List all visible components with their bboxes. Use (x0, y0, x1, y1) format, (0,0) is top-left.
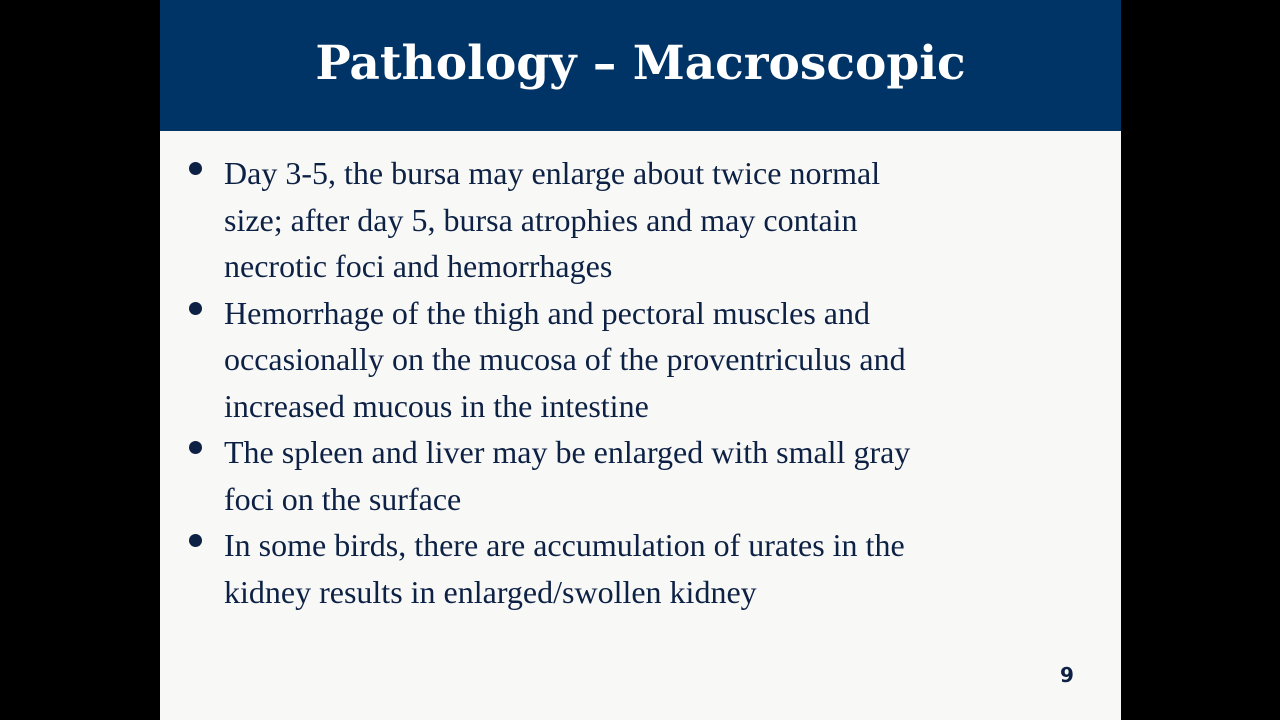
bullet-item (160, 290, 1064, 430)
slide-page-number: 9 (1060, 663, 1074, 687)
bullet-list (160, 150, 1121, 615)
bullet-line: occasionally on the mucosa of the proventriculus and (224, 341, 906, 377)
bullet-line: increased mucous in the intestine (224, 387, 649, 424)
bullet-line: size; after day 5, bursa atrophies and may contain (224, 201, 858, 238)
bullet-dot-icon (189, 302, 202, 315)
bullet-line: Day 3-5, the bursa may enlarge about twice normal (224, 155, 881, 191)
bullet-item (160, 429, 1064, 522)
bullet-line: In some birds, there are accumulation of urates in the (224, 527, 905, 563)
bullet-dot-icon (189, 162, 202, 175)
bullet-line: The spleen and liver may be enlarged with small gray (224, 434, 911, 470)
slide-title: Pathology – Macroscopic (315, 36, 966, 91)
bullet-item (160, 150, 1064, 290)
bullet-line: necrotic foci and hemorrhages (224, 248, 613, 284)
bullet-line: foci on the surface (224, 480, 462, 517)
bullet-line: kidney results in enlarged/swollen kidney (224, 573, 757, 610)
presentation-slide (160, 0, 1121, 720)
bullet-item (160, 522, 1064, 615)
title-bar (160, 0, 1121, 131)
bullet-line: Hemorrhage of the thigh and pectoral muscles and (224, 294, 870, 331)
bullet-dot-icon (189, 534, 202, 547)
bullet-dot-icon (189, 441, 202, 454)
